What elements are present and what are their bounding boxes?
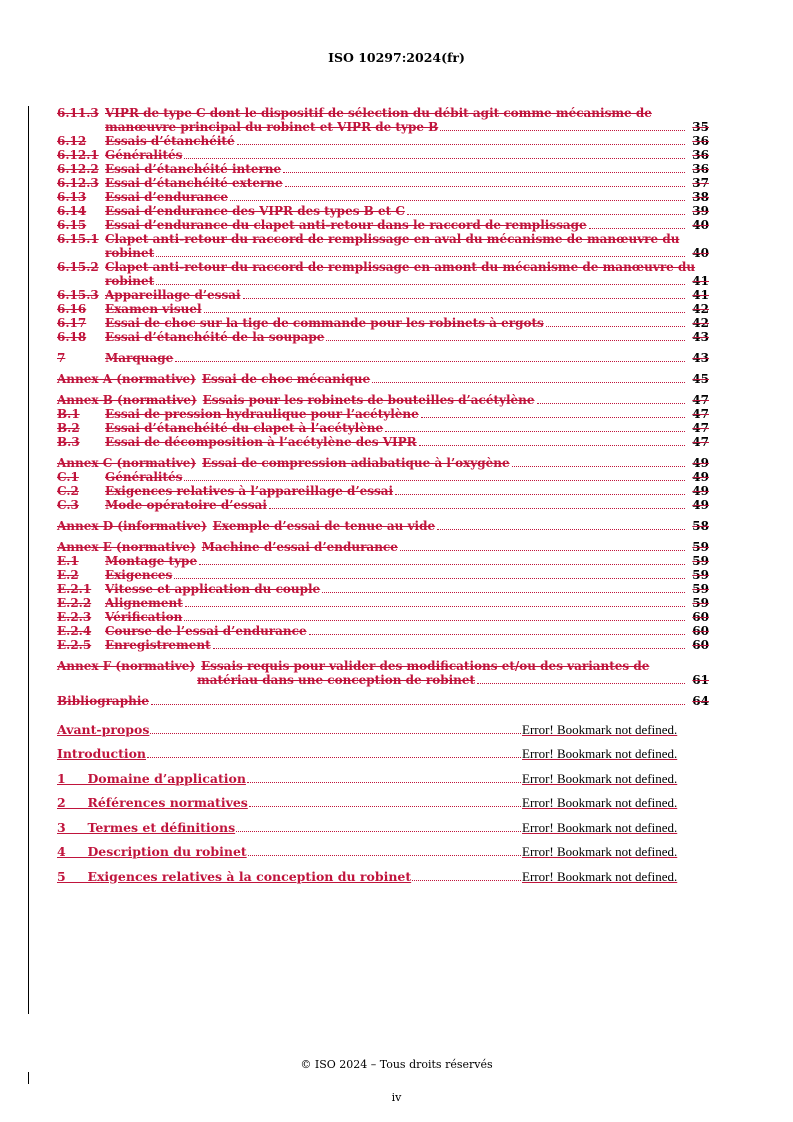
toc-entry-title: Essai de choc sur la tige de commande pour les robinets à ergots bbox=[105, 316, 544, 330]
toc-entry-title: Essai d’endurance bbox=[105, 190, 228, 204]
toc-entry[interactable] bbox=[57, 659, 709, 673]
toc-entry[interactable] bbox=[57, 407, 709, 421]
toc-page-number: 40 bbox=[692, 218, 709, 232]
toc-entry-number: Annex C (normative) bbox=[57, 456, 197, 470]
toc-entry-title: Exigences bbox=[105, 568, 173, 582]
dot-leader bbox=[283, 172, 685, 173]
toc-entry[interactable] bbox=[57, 260, 709, 274]
toc-entry-number: B.2 bbox=[57, 421, 80, 435]
toc-entry-number: 6.15.3 bbox=[57, 288, 99, 302]
toc-entry-number: Annex A (normative) bbox=[57, 372, 196, 386]
toc-entry-title: Essai d’étanchéité externe bbox=[105, 176, 283, 190]
toc-entry-title: Course de l’essai d’endurance bbox=[105, 624, 307, 638]
toc-entry[interactable] bbox=[57, 470, 709, 484]
dot-leader bbox=[419, 445, 685, 446]
toc-page-number: 39 bbox=[692, 204, 709, 218]
toc-entry-number: 6.13 bbox=[57, 190, 87, 204]
toc-page-number: 40 bbox=[692, 246, 709, 260]
dot-leader bbox=[400, 550, 685, 551]
bookmark-error-text: Error! Bookmark not defined. bbox=[522, 844, 678, 859]
toc-entry-title-cont: manœuvre principal du robinet et VIPR de type B bbox=[105, 120, 439, 134]
toc-entry-title: Appareillage d’essai bbox=[105, 288, 241, 302]
dot-leader bbox=[512, 466, 685, 467]
toc-entry-number: B.1 bbox=[57, 407, 80, 421]
toc-entry-number: C.2 bbox=[57, 484, 79, 498]
toc-page-number: 36 bbox=[692, 162, 709, 176]
dot-leader bbox=[269, 508, 685, 509]
bookmark-error-text: Error! Bookmark not defined. bbox=[522, 746, 678, 761]
toc-page-number: 60 bbox=[692, 610, 709, 624]
toc-inserted-title: 1 Domaine d’application bbox=[57, 770, 246, 786]
toc-entry[interactable] bbox=[57, 582, 709, 596]
dot-leader bbox=[322, 592, 685, 593]
toc-entry[interactable] bbox=[57, 568, 709, 582]
toc-page-number: 49 bbox=[692, 484, 709, 498]
toc-entry[interactable] bbox=[57, 624, 709, 638]
toc-entry-number: E.2.5 bbox=[57, 638, 92, 652]
dot-leader bbox=[407, 214, 685, 215]
toc-entry-title: Essais d’étanchéité bbox=[105, 134, 235, 148]
toc-entry[interactable] bbox=[57, 372, 709, 386]
dot-leader bbox=[247, 782, 521, 783]
toc-entry[interactable] bbox=[57, 351, 709, 365]
toc-entry-title: Clapet anti-retour du raccord de remplissage en aval du mécanisme de manœuvre du bbox=[105, 232, 680, 246]
bookmark-error-text: Error! Bookmark not defined. bbox=[522, 868, 678, 884]
toc-entry-title: Clapet anti-retour du raccord de remplissage en amont du mécanisme de manœuvre du bbox=[105, 260, 696, 274]
toc-entry-number: E.1 bbox=[57, 554, 79, 568]
toc-page-number: 60 bbox=[692, 638, 709, 652]
toc-entry-number: E.2.4 bbox=[57, 624, 92, 638]
dot-leader bbox=[184, 480, 685, 481]
bookmark-error-text: Error! Bookmark not defined. bbox=[522, 721, 678, 737]
dot-leader bbox=[248, 855, 521, 856]
toc-page-number: 59 bbox=[692, 554, 709, 568]
toc-page-number: 64 bbox=[692, 694, 709, 708]
toc-page-number: 60 bbox=[692, 624, 709, 638]
toc-entry[interactable] bbox=[57, 540, 709, 554]
toc-inserted-title: 3 Termes et définitions bbox=[57, 819, 236, 835]
copyright-footer: © ISO 2024 – Tous droits réservés bbox=[300, 1058, 493, 1071]
toc-entry-number: C.1 bbox=[57, 470, 79, 484]
toc-entry-number: 6.12.1 bbox=[57, 148, 99, 162]
toc-entry[interactable] bbox=[57, 106, 709, 120]
toc-entry-title: Exigences relatives à l’appareillage d’essai bbox=[105, 484, 394, 498]
toc-entry[interactable] bbox=[57, 148, 709, 162]
dot-leader bbox=[147, 757, 521, 758]
toc-entry-number: E.2.2 bbox=[57, 596, 92, 610]
dot-leader bbox=[249, 806, 521, 807]
toc-entry-title-cont: robinet bbox=[105, 246, 155, 260]
toc-entry-number: 6.12 bbox=[57, 134, 87, 148]
toc-entry[interactable] bbox=[57, 456, 709, 470]
toc-entry-number: Annex F (normative) bbox=[57, 659, 196, 673]
toc-entry-title: Examen visuel bbox=[105, 302, 202, 316]
dot-leader bbox=[412, 880, 521, 881]
toc-inserted-title: 4 Description du robinet bbox=[57, 844, 247, 859]
toc-entry[interactable] bbox=[57, 232, 709, 246]
toc-entry-number: E.2.3 bbox=[57, 610, 92, 624]
toc-inserted-entry[interactable] bbox=[57, 786, 709, 811]
toc-page-number: 49 bbox=[692, 470, 709, 484]
dot-leader bbox=[237, 144, 685, 145]
toc-entry-number: 6.15.2 bbox=[57, 260, 99, 274]
toc-entry-title: Essai d’endurance des VIPR des types B et C bbox=[105, 204, 405, 218]
toc-entry-continuation[interactable] bbox=[57, 274, 709, 288]
toc-inserted-entry[interactable] bbox=[57, 835, 709, 860]
toc-entry-number: E.2.1 bbox=[57, 582, 92, 596]
toc-entry[interactable] bbox=[57, 610, 709, 624]
toc-page-number: 42 bbox=[692, 316, 709, 330]
toc-entry-number: 6.12.3 bbox=[57, 176, 99, 190]
toc-entry[interactable] bbox=[57, 484, 709, 498]
toc-page-number: 47 bbox=[692, 393, 709, 407]
toc-entry-title: Essai d’endurance du clapet anti-retour dans le raccord de remplissage bbox=[105, 218, 587, 232]
toc-page-number: 58 bbox=[692, 519, 709, 533]
dot-leader bbox=[285, 186, 685, 187]
toc-inserted-entry[interactable] bbox=[57, 859, 709, 884]
bookmark-error-text: Error! Bookmark not defined. bbox=[522, 819, 678, 835]
toc-page-number: 47 bbox=[692, 435, 709, 449]
toc-inserted-title: Avant-propos bbox=[57, 721, 150, 737]
toc-entry[interactable] bbox=[57, 435, 709, 449]
toc-entry-title: Généralités bbox=[105, 148, 183, 162]
toc-entry-title: Essai d’étanchéité de la soupape bbox=[105, 330, 325, 344]
toc-entry-title: VIPR de type C dont le dispositif de sélection du débit agit comme mécanisme de bbox=[105, 106, 652, 120]
toc-entry-title: Essai de choc mécanique bbox=[201, 372, 371, 386]
toc-entry-continuation[interactable] bbox=[57, 246, 709, 260]
toc-entry-title: Machine d’essai d’endurance bbox=[201, 540, 398, 554]
toc-page-number: 59 bbox=[692, 540, 709, 554]
dot-leader bbox=[395, 494, 685, 495]
toc-entry[interactable] bbox=[57, 554, 709, 568]
dot-leader bbox=[213, 648, 685, 649]
toc-inserted-title: Introduction bbox=[57, 746, 147, 761]
dot-leader bbox=[589, 228, 685, 229]
toc-entry-number: 6.17 bbox=[57, 316, 87, 330]
table-of-contents bbox=[57, 106, 709, 884]
toc-page-number: 59 bbox=[692, 596, 709, 610]
toc-entry-number: 6.15.1 bbox=[57, 232, 99, 246]
toc-entry-number: C.3 bbox=[57, 498, 79, 512]
dot-leader bbox=[421, 417, 685, 418]
dot-leader bbox=[385, 431, 685, 432]
page-number: iv bbox=[391, 1091, 402, 1104]
toc-entry-number: 6.14 bbox=[57, 204, 87, 218]
toc-inserted-title: 5 Exigences relatives à la conception du robinet bbox=[57, 868, 412, 884]
toc-entry-title: Alignement bbox=[105, 596, 183, 610]
toc-entry-title: Essai d’étanchéité du clapet à l’acétylène bbox=[105, 421, 384, 435]
toc-page-number: 43 bbox=[692, 330, 709, 344]
toc-page-number: 47 bbox=[692, 421, 709, 435]
dot-leader bbox=[150, 733, 521, 734]
toc-page-number: 49 bbox=[692, 456, 709, 470]
dot-leader bbox=[440, 130, 685, 131]
dot-leader bbox=[243, 298, 685, 299]
toc-page-number: 36 bbox=[692, 134, 709, 148]
toc-entry[interactable] bbox=[57, 302, 709, 316]
bookmark-error-text: Error! Bookmark not defined. bbox=[522, 770, 678, 786]
toc-entry[interactable] bbox=[57, 288, 709, 302]
document-id-header: ISO 10297:2024(fr) bbox=[328, 50, 465, 65]
toc-entry-title: Essai de décomposition à l’acétylène des VIPR bbox=[105, 435, 417, 449]
toc-entry-continuation[interactable] bbox=[57, 673, 709, 687]
toc-entry-title: Essai de pression hydraulique pour l’acétylène bbox=[105, 407, 419, 421]
toc-page-number: 42 bbox=[692, 302, 709, 316]
toc-entry-number: 6.11.3 bbox=[57, 106, 99, 120]
dot-leader bbox=[326, 340, 685, 341]
toc-page-number: 61 bbox=[692, 673, 709, 687]
toc-inserted-entry[interactable] bbox=[57, 737, 709, 762]
toc-page-number: 41 bbox=[692, 288, 709, 302]
toc-entry[interactable] bbox=[57, 190, 709, 204]
toc-entry-title-cont: matériau dans une conception de robinet bbox=[197, 673, 476, 687]
dot-leader bbox=[175, 361, 685, 362]
toc-page-number: 47 bbox=[692, 407, 709, 421]
dot-leader bbox=[174, 578, 685, 579]
toc-entry-number: 6.15 bbox=[57, 218, 87, 232]
dot-leader bbox=[156, 284, 685, 285]
toc-entry-number: 6.12.2 bbox=[57, 162, 99, 176]
change-bar-footer bbox=[28, 1072, 29, 1084]
dot-leader bbox=[437, 529, 685, 530]
dot-leader bbox=[236, 831, 521, 832]
toc-entry-title: Essais requis pour valider des modifications et/ou des variantes de bbox=[201, 659, 650, 673]
toc-entry[interactable] bbox=[57, 596, 709, 610]
toc-entry[interactable] bbox=[57, 176, 709, 190]
toc-entry-continuation[interactable] bbox=[57, 120, 709, 134]
toc-entry-number: 6.16 bbox=[57, 302, 87, 316]
toc-page-number: 37 bbox=[692, 176, 709, 190]
toc-page-number: 59 bbox=[692, 568, 709, 582]
toc-page-number: 38 bbox=[692, 190, 709, 204]
toc-entry-title: Essais pour les robinets de bouteilles d’acétylène bbox=[202, 393, 535, 407]
toc-page-number: 36 bbox=[692, 148, 709, 162]
toc-entry-number: B.3 bbox=[57, 435, 80, 449]
dot-leader bbox=[537, 403, 685, 404]
toc-entry-title: Essai d’étanchéité interne bbox=[105, 162, 282, 176]
toc-entry[interactable] bbox=[57, 638, 709, 652]
toc-entry[interactable] bbox=[57, 421, 709, 435]
toc-page-number: 41 bbox=[692, 274, 709, 288]
dot-leader bbox=[184, 158, 685, 159]
toc-entry-title: Mode opératoire d’essai bbox=[105, 498, 267, 512]
change-bar bbox=[28, 106, 29, 1014]
toc-entry[interactable] bbox=[57, 694, 709, 708]
bookmark-error-text: Error! Bookmark not defined. bbox=[522, 795, 678, 810]
dot-leader bbox=[184, 620, 685, 621]
toc-page-number: 59 bbox=[692, 582, 709, 596]
dot-leader bbox=[546, 326, 685, 327]
toc-page-number: 43 bbox=[692, 351, 709, 365]
dot-leader bbox=[204, 312, 685, 313]
toc-entry[interactable] bbox=[57, 393, 709, 407]
toc-inserted-entry[interactable] bbox=[57, 761, 709, 786]
dot-leader bbox=[309, 634, 685, 635]
toc-entry-title: Essai de compression adiabatique à l’oxygène bbox=[202, 456, 510, 470]
toc-entry-title: Montage type bbox=[105, 554, 198, 568]
toc-entry-title: Vérification bbox=[105, 610, 183, 624]
toc-entry-number: E.2 bbox=[57, 568, 79, 582]
toc-entry[interactable] bbox=[57, 162, 709, 176]
dot-leader bbox=[185, 606, 685, 607]
toc-entry[interactable] bbox=[57, 134, 709, 148]
toc-entry-number: Annex D (informative) bbox=[57, 519, 207, 533]
toc-entry[interactable] bbox=[57, 330, 709, 344]
toc-entry[interactable] bbox=[57, 218, 709, 232]
toc-entry-title: Marquage bbox=[105, 351, 174, 365]
dot-leader bbox=[230, 200, 685, 201]
dot-leader bbox=[477, 683, 685, 684]
toc-inserted-entry[interactable] bbox=[57, 810, 709, 835]
toc-entry-title-cont: robinet bbox=[105, 274, 155, 288]
toc-entry-number: Annex E (normative) bbox=[57, 540, 196, 554]
toc-entry-title: Bibliographie bbox=[57, 694, 150, 708]
toc-page-number: 35 bbox=[692, 120, 709, 134]
dot-leader bbox=[151, 704, 685, 705]
toc-page-number: 45 bbox=[692, 372, 709, 386]
toc-entry-title: Exemple d’essai de tenue au vide bbox=[212, 519, 436, 533]
toc-entry-number: 7 bbox=[57, 351, 66, 365]
toc-entry-title: Enregistrement bbox=[105, 638, 211, 652]
toc-inserted-title: 2 Références normatives bbox=[57, 795, 248, 810]
toc-entry-title: Vitesse et application du couple bbox=[105, 582, 321, 596]
toc-entry-title: Généralités bbox=[105, 470, 183, 484]
toc-entry[interactable] bbox=[57, 316, 709, 330]
toc-entry[interactable] bbox=[57, 519, 709, 533]
toc-inserted-entry[interactable] bbox=[57, 712, 709, 737]
dot-leader bbox=[199, 564, 685, 565]
toc-entry[interactable] bbox=[57, 204, 709, 218]
toc-entry[interactable] bbox=[57, 498, 709, 512]
dot-leader bbox=[156, 256, 685, 257]
toc-page-number: 49 bbox=[692, 498, 709, 512]
dot-leader bbox=[372, 382, 685, 383]
toc-entry-number: 6.18 bbox=[57, 330, 87, 344]
toc-entry-number: Annex B (normative) bbox=[57, 393, 197, 407]
